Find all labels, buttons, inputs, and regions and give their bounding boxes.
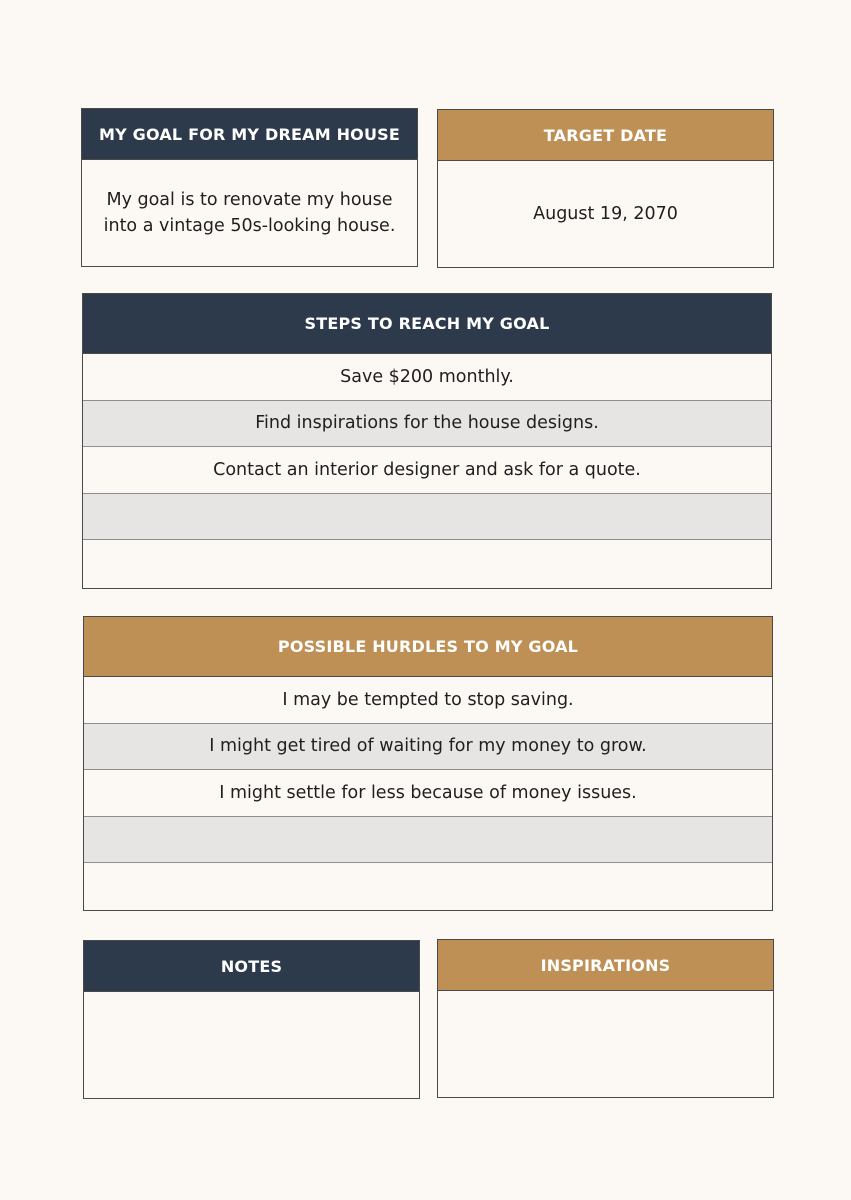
step-row-3: Contact an interior designer and ask for a quote. [83,447,771,494]
hurdle-row-2: I might get tired of waiting for my money to grow. [84,724,772,771]
steps-section [82,293,772,589]
inspirations-heading: INSPIRATIONS [438,940,773,991]
hurdles-heading: POSSIBLE HURDLES TO MY GOAL [84,617,772,677]
steps-list [83,354,771,587]
notes-body [84,992,419,1097]
hurdle-row-1: I may be tempted to stop saving. [84,677,772,724]
goal-text [82,160,417,265]
target-date-heading: TARGET DATE [438,110,773,161]
hurdle-row-5 [84,863,772,910]
hurdle-row-3: I might settle for less because of money issues. [84,770,772,817]
inspirations-section [437,939,774,1098]
hurdles-section [83,616,773,911]
steps-heading: STEPS TO REACH MY GOAL [83,294,771,354]
target-date-section [437,109,774,268]
inspirations-body [438,991,773,1096]
hurdle-row-4 [84,817,772,864]
step-row-2: Find inspirations for the house designs. [83,401,771,448]
step-row-1: Save $200 monthly. [83,354,771,401]
goal-heading: MY GOAL FOR MY DREAM HOUSE [82,109,417,160]
step-row-4 [83,494,771,541]
hurdles-list [84,677,772,910]
notes-heading: NOTES [84,941,419,992]
goal-section [81,108,418,267]
notes-section [83,940,420,1099]
target-date-value: August 19, 2070 [533,203,678,224]
step-row-5 [83,540,771,587]
goal-text-content: My goal is to renovate my house into a vintage 50s-looking house. [103,189,396,236]
